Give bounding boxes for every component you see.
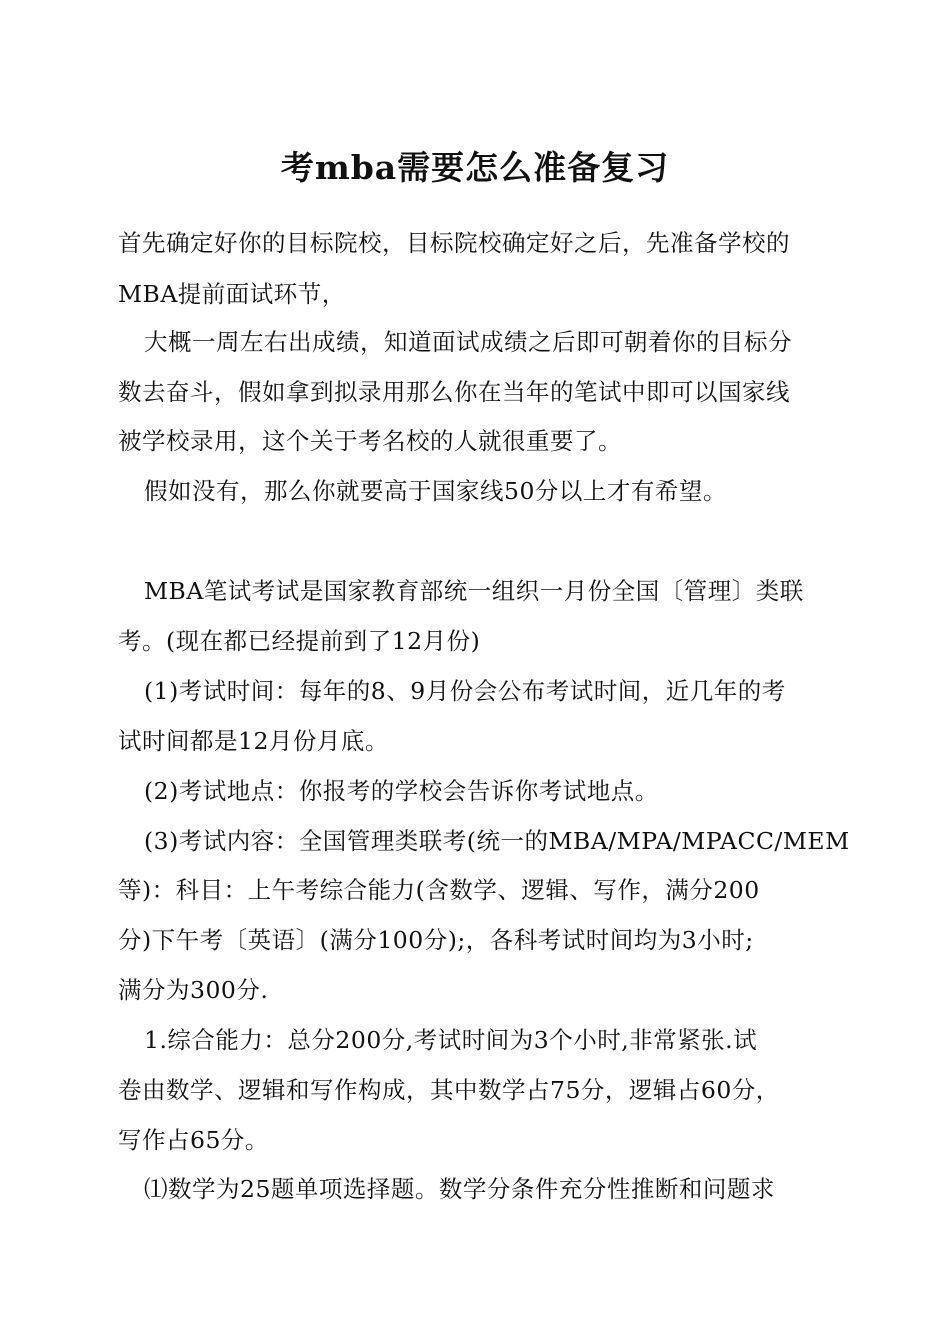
paragraph-line: 假如没有，那么你就要高于国家线50分以上才有希望。	[144, 477, 727, 505]
paragraph-line: 等)：科目：上午考综合能力(含数学、逻辑、写作，满分200	[118, 876, 760, 904]
paragraph-line: 被学校录用，这个关于考名校的人就很重要了。	[118, 427, 622, 455]
paragraph-line: 大概一周左右出成绩，知道面试成绩之后即可朝着你的目标分	[144, 328, 792, 356]
paragraph-line: 数去奋斗，假如拿到拟录用那么你在当年的笔试中即可以国家线	[118, 378, 790, 406]
paragraph-line: MBA笔试考试是国家教育部统一组织一月份全国〔管理〕类联	[144, 577, 804, 605]
paragraph-line: 写作占65分。	[118, 1126, 269, 1154]
paragraph-line: 考。(现在都已经提前到了12月份)	[118, 627, 481, 655]
paragraph-line: MBA提前面试环节，	[118, 280, 346, 308]
document-title: 考mba需要怎么准备复习	[280, 148, 670, 187]
paragraph-line: 分)下午考〔英语〕(满分100分);，各科考试时间均为3小时;	[118, 926, 754, 954]
paragraph-line: 卷由数学、逻辑和写作构成，其中数学占75分，逻辑占60分，	[118, 1076, 780, 1104]
paragraph-line: 试时间都是12月份月底。	[118, 727, 389, 755]
paragraph-line: (1)考试时间：每年的8、9月份会公布考试时间，近几年的考	[144, 677, 786, 705]
paragraph-line: 首先确定好你的目标院校，目标院校确定好之后，先准备学校的	[118, 229, 790, 257]
paragraph-line: 满分为300分.	[118, 976, 269, 1004]
paragraph-line: 1.综合能力：总分200分,考试时间为3个小时,非常紧张.试	[144, 1026, 758, 1054]
paragraph-line: ⑴数学为25题单项选择题。数学分条件充分性推断和问题求	[144, 1175, 775, 1203]
paragraph-line: (2)考试地点：你报考的学校会告诉你考试地点。	[144, 777, 659, 805]
paragraph-line: (3)考试内容：全国管理类联考(统一的MBA/MPA/MPACC/MEM	[144, 827, 850, 855]
